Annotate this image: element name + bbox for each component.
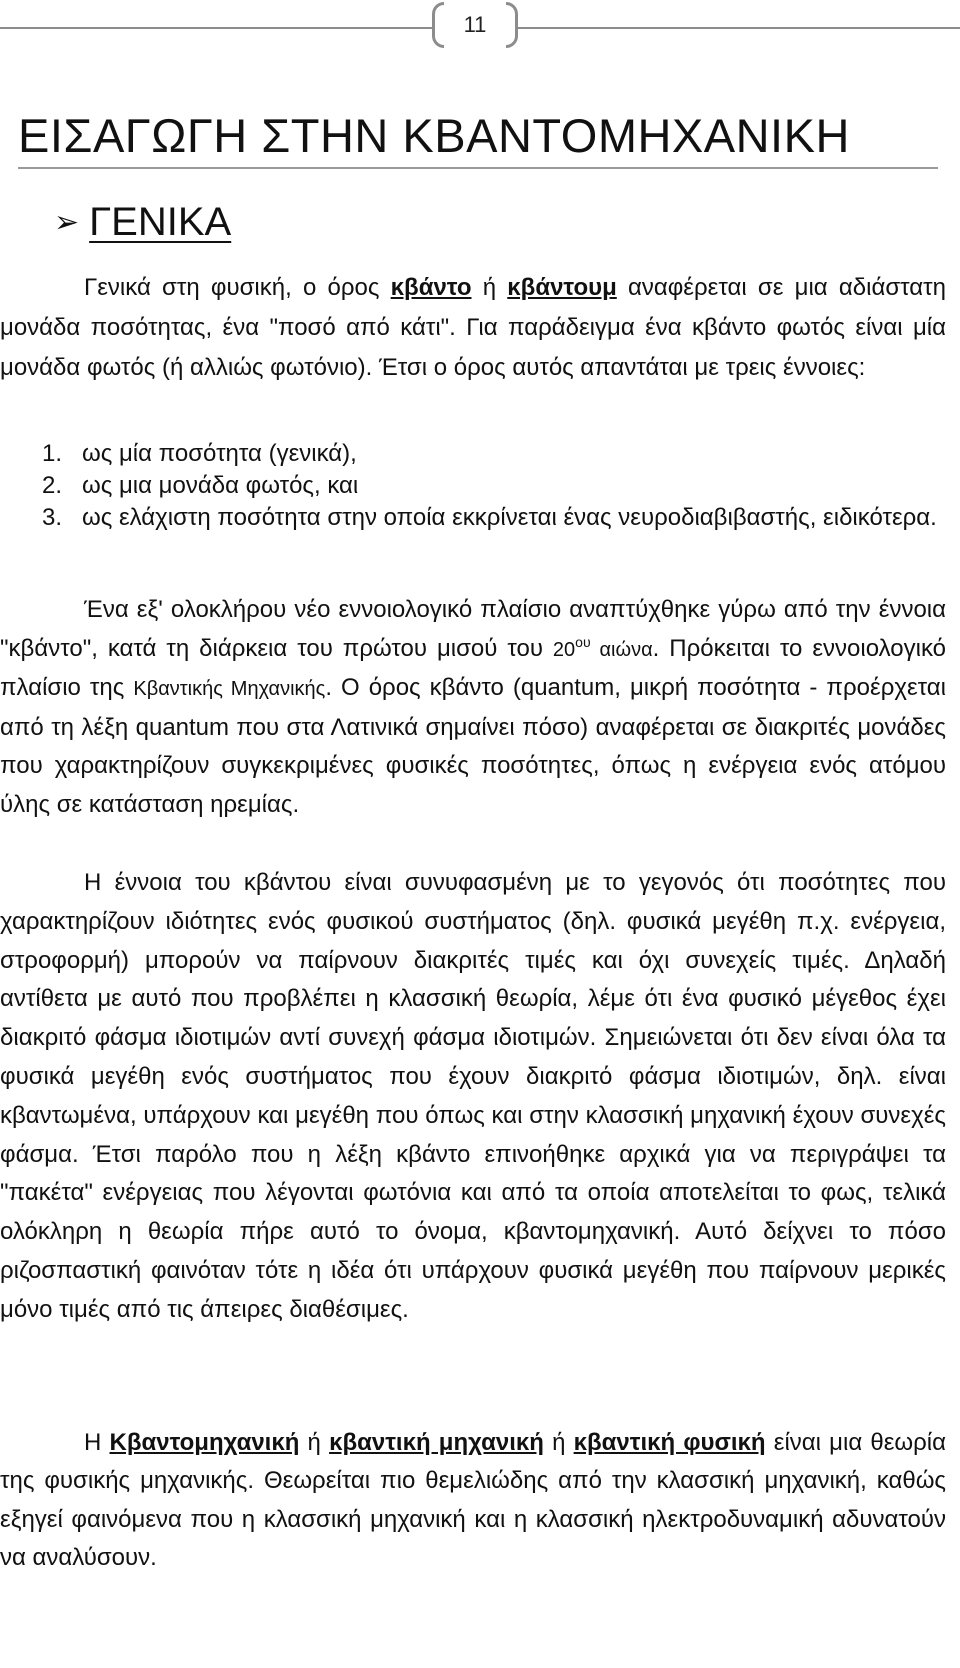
keyword-kvantomixaniki: Κβαντομηχανική <box>109 1429 300 1456</box>
header-rule-right <box>518 27 960 29</box>
superscript: ου <box>575 633 591 650</box>
text-run: ή <box>471 274 508 301</box>
keyword-kvantiki-fysiki: κβαντική φυσική <box>573 1429 766 1456</box>
list-number: 1. <box>42 440 63 467</box>
bracket-left-icon <box>432 2 444 48</box>
century-number: 20 <box>552 638 576 661</box>
text-run: αναφέρεται σε μια αδιάστατη μονάδα ποσότητας, ένα "ποσό από κάτι". Για παράδειγμα ένα κβάντο φωτός είναι μία μονάδα φωτός (ή αλλιώς φωτόνιο). Έτσι ο όρος αυτός απαντάται με τρεις έννοιες: <box>0 274 946 381</box>
keyword-kvantiki-mixaniki: κβαντική μηχανική <box>329 1429 544 1456</box>
paragraph-framework <box>0 591 946 825</box>
page-title: ΕΙΣΑΓΩΓΗ ΣΤΗΝ ΚΒΑΝΤΟΜΗΧΑΝΙΚΗ <box>18 108 938 169</box>
section-heading <box>54 200 231 245</box>
text-run: . Ο όρος κβάντο (quantum, μικρή ποσότητα - προέρχεται από τη λέξη quantum που στα Λατινικά σημαίνει πόσο) αναφέρεται σε διακριτές μονάδες που χαρακτηρίζουν συγκεκριμένες φυσικές ποσότητες, όπως η ενέργεια ενός ατόμου ύλης σε κατάσταση ηρεμίας. <box>0 674 946 818</box>
page-header <box>0 0 960 60</box>
quantum-mechanics-term: Κβαντικής Μηχανικής <box>133 678 326 701</box>
bracket-right-icon <box>506 2 518 48</box>
page-number: 11 <box>463 12 487 37</box>
paragraph-concept <box>0 864 946 1330</box>
text-run: Η έννοια του κβάντου είναι συνυφασμένη με το γεγονός ότι ποσότητες που χαρακτηρίζουν ιδιότητες ενός φυσικού συστήματος (δηλ. φυσικά μεγέθη π.χ. ενέργεια, στροφορμή) μπορούν να παίρνουν διακριτές τιμές και όχι συνεχείς τιμές. Δηλαδή αντίθετα με αυτό που προβλέπει η κλασσική θεωρία, λέμε ότι ένα φυσικό μέγεθος έχει διακριτό φάσμα ιδιοτιμών αντί συνεχή φάσμα ιδιοτιμών. Σημειώνεται ότι δεν είναι όλα τα φυσικά μεγέθη ενός συστήματος που έχουν διακριτό φάσμα ιδιοτιμών, δηλ. είναι κβαντωμένα, υπάρχουν και μεγέθη που όπως και στην κλασσική μηχανική έχουν συνεχές φάσμα. Έτσι παρόλο που η λέξη κβάντο επινοήθηκε αρχικά για να περιγράψει τα "πακέτα" ενέργειας που λέγονται φωτόνια και από τα οποία αποτελείται το φως, τελικά ολόκληρη η θεωρία πήρε αυτό το όνομα, κβαντομηχανική. Αυτό δείχνει το πόσο ριζοσπαστική φαινόταν τότε η ιδέα ότι υπάρχουν φυσικά μεγέθη που παίρνουν μερικές μόνο τιμές από τις άπειρες διαθέσιμες. <box>0 869 946 1323</box>
list-text: ως μία ποσότητα (γενικά), <box>82 440 357 467</box>
arrow-bullet-icon: ➢ <box>54 205 80 239</box>
text-run: είναι μια θεωρία της φυσικής μηχανικής. Θεωρείται πιο θεμελιώδης από την κλασσική μηχανική, καθώς εξηγεί φαινόμενα που η κλασσική μηχανική και η κλασσική ηλεκτροδυναμική αδυνατούν να αναλύσουν. <box>0 1429 947 1571</box>
text-run: Ένα εξ' ολοκλήρου νέο εννοιολογικό πλαίσιο αναπτύχθηκε γύρω από την έννοια "κβάντο", κατά τη διάρκεια του πρώτου μισού του <box>0 596 946 662</box>
list-number: 3. <box>42 504 63 531</box>
list-text: ως μια μονάδα φωτός, και <box>82 472 359 499</box>
paragraph-intro <box>0 268 946 387</box>
list-item <box>0 470 946 502</box>
list-number: 2. <box>42 472 63 499</box>
list-text: ως ελάχιστη ποσότητα στην οποία εκκρίνεται ένας νευροδιαβιβαστής, ειδικότερα. <box>82 504 937 531</box>
text-run-small: αιώνα <box>590 638 653 661</box>
text-run: . Πρόκειται το εννοιολογικό πλαίσιο της <box>0 634 946 702</box>
list-item <box>0 502 946 534</box>
page-number-badge <box>432 2 518 48</box>
list-item <box>0 438 946 470</box>
text-run: ή <box>299 1429 330 1456</box>
text-run: Η <box>84 1429 110 1456</box>
header-rule-left <box>0 27 432 29</box>
section-heading-text: ΓΕΝΙΚΑ <box>89 200 232 244</box>
text-run: ή <box>543 1429 574 1456</box>
meanings-list <box>0 438 946 534</box>
keyword-kvanto: κβάντο <box>390 274 472 301</box>
paragraph-definition <box>0 1424 946 1577</box>
text-run: Γενικά στη φυσική, ο όρος <box>84 274 391 301</box>
keyword-kvantoum: κβάντουμ <box>507 274 617 301</box>
